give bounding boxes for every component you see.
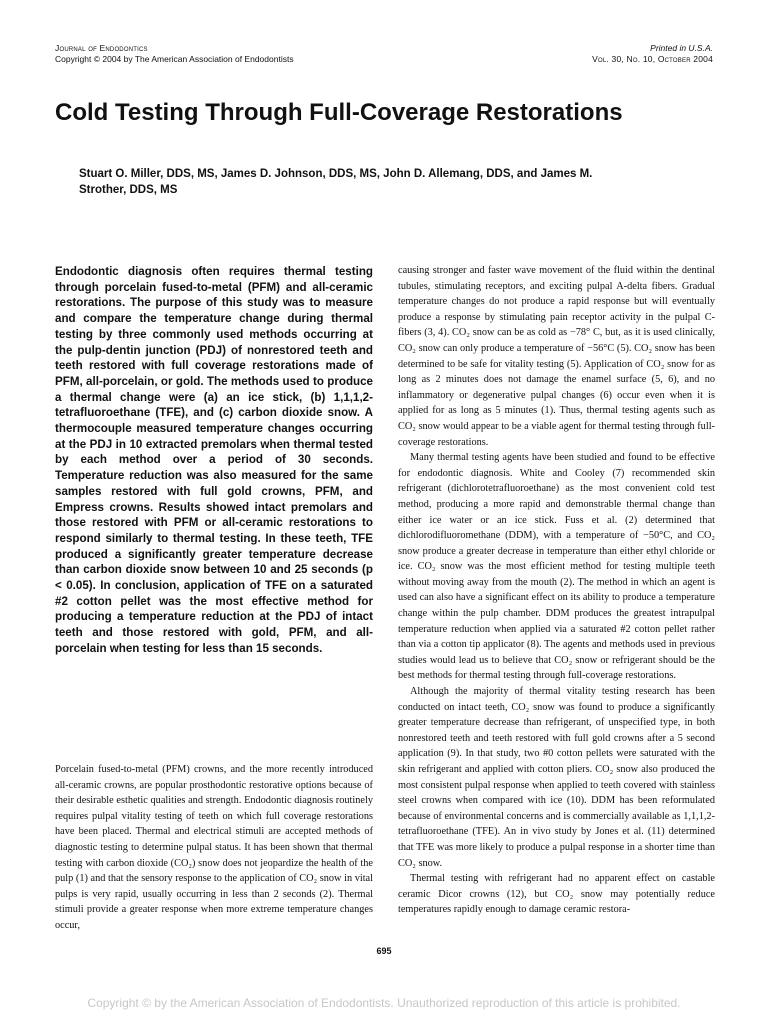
copyright-footer: Copyright © by the American Association of Endodontists. Unauthorized reproduction of this article is prohibited. <box>87 996 681 1010</box>
right-column <box>398 263 715 918</box>
body-paragraph: Porcelain fused-to-metal (PFM) crowns, and the more recently introduced all-ceramic crowns, are popular prosthodontic restorative options because of their desirable esthetic qualities and strength. Endodontic diagnosis routinely requires pulpal vitality testing of teeth on which full coverage restorations have been placed. Thermal and electrical stimuli are accepted methods of diagnostic testing to determine pulpal status. It has been shown that thermal testing with carbon dioxide (CO₂) snow does not jeopardize the health of the pulp (1) and that the sensory response to the application of CO₂ snow in vital pulps is very rapid, usually occurring in less than 2 seconds (2). Thermal stimuli provide a greater response when more extreme temperature changes occur, <box>55 764 373 931</box>
body-paragraph: Thermal testing with refrigerant had no apparent effect on castable ceramic Dicor crowns (12), but CO₂ snow may potentially reduce temperatures rapidly enough to damage ceramic restora- <box>398 873 715 916</box>
page-number: 695 <box>376 946 392 956</box>
volume-info: Vol. 30, No. 10, October 2004 <box>592 54 713 64</box>
printed-in: Printed in U.S.A. <box>650 43 713 53</box>
body-paragraph: Many thermal testing agents have been studied and found to be effective for endodontic diagnosis. White and Cooley (7) recommended skin refrigerant (dichlorotetrafluoroethane) as the most convenient cold test method, producing a more rapid and demonstrable thermal change than either ice water or an ice stick. Fuss et al. (2) determined that dichlorodifluoromethane (DDM), with a temperature of −50°C, and CO₂ snow produce a greater decrease in temperature than either ethyl chloride or ice. CO₂ snow was the most efficient method for testing multiple teeth without moving away from the mouth (2). The method in which an agent is used can also have a significant effect on its ability to produce a temperature change within the pulp chamber. DDM produces the greatest intrapulpal temperature reduction when applied via a saturated #2 cotton pellet rather than via a cotton tip applicator (8). The agents and methods used in previous studies would lead us to believe that CO₂ snow or refrigerant should be the best methods for thermal testing through full-coverage restorations. <box>398 452 715 682</box>
abstract: Endodontic diagnosis often requires thermal testing through porcelain fused-to-metal (PFM) and all-ceramic restorations. The purpose of this study was to measure and compare the temperature change during thermal testing by three commonly used methods occurring at the pulp-dentin junction (PDJ) of nonrestored teeth and teeth restored with full coverage restorations made of PFM, all-porcelain, or gold. The methods used to produce a thermal change were (a) an ice stick, (b) 1,1,1,2-tetrafluoroethane (TFE), and (c) carbon dioxide snow. A thermocouple measured temperature changes occurring at the PDJ in 10 extracted premolars when thermal tested by each method over a period of 30 seconds. Temperature reduction was also measured for the same samples restored with full gold crowns, PFM, and Empress crowns. Results showed intact premolars and those restored with PFM or all-ceramic restorations to respond similarly to thermal testing. In these teeth, TFE produced a significantly greater temperature decrease than carbon dioxide snow between 10 and 25 seconds (p < 0.05). In conclusion, application of TFE on a saturated #2 cotton pellet was the most effective method for producing a temperature reduction at the PDJ of intact teeth and those restored with gold, PFM, and all-porcelain when testing for less than 15 seconds. <box>55 265 373 655</box>
article-title: Cold Testing Through Full-Coverage Restorations <box>55 99 623 126</box>
author-list: Stuart O. Miller, DDS, MS, James D. Johnson, DDS, MS, John D. Allemang, DDS, and James M. Strother, DDS, MS <box>79 168 593 196</box>
issue-header <box>592 43 713 65</box>
intro-paragraph-left <box>55 762 373 934</box>
copyright-line: Copyright © 2004 by The American Association of Endodontists <box>55 54 294 64</box>
body-paragraph: causing stronger and faster wave movement of the fluid within the dentinal tubules, stimulating receptors, and exciting pulpal A-delta fibers. Gradual temperature changes do not produce a rapid response but will eventually produce a response by stimulating pain receptor activity in the pulpal C-fibers (3, 4). CO₂ snow can be as cold as −78° C, but, as it is used clinically, CO₂ snow can only produce a temperature of −56°C (5). CO₂ snow has been determined to be safe for vitality testing (5). Application of CO₂ snow for as long as 2 minutes does not damage the enamel surface (5, 6), and no inflammatory or degenerative pulpal changes (6) occur even when it is applied for as long as 5 minutes (1). Thus, thermal testing agents such as CO₂ snow would appear to be a viable agent for thermal testing through full-coverage restorations. <box>398 265 715 448</box>
body-paragraph: Although the majority of thermal vitality testing research has been conducted on intact teeth, CO₂ snow was found to produce a significantly greater temperature decrease than refrigerant, of unspecified type, in both nonrestored teeth and teeth restored with full gold crowns after a 5 second application (9). In that study, two #0 cotton pellets were saturated with the skin refrigerant and applied with cotton pliers. CO₂ snow also produced the most consistent pulpal response when applied to teeth covered with stainless steel crowns when compared with ice (10). DDM has been reformulated because of environmental concerns and is commercially available as 1,1,1,2-tetrafluoroethane (TFE). An in vivo study by Jones et al. (11) determined that TFE was more likely to produce a pulpal response in a shorter time than CO₂ snow. <box>398 686 715 869</box>
journal-header <box>55 43 294 65</box>
journal-name: Journal of Endodontics <box>55 43 148 53</box>
